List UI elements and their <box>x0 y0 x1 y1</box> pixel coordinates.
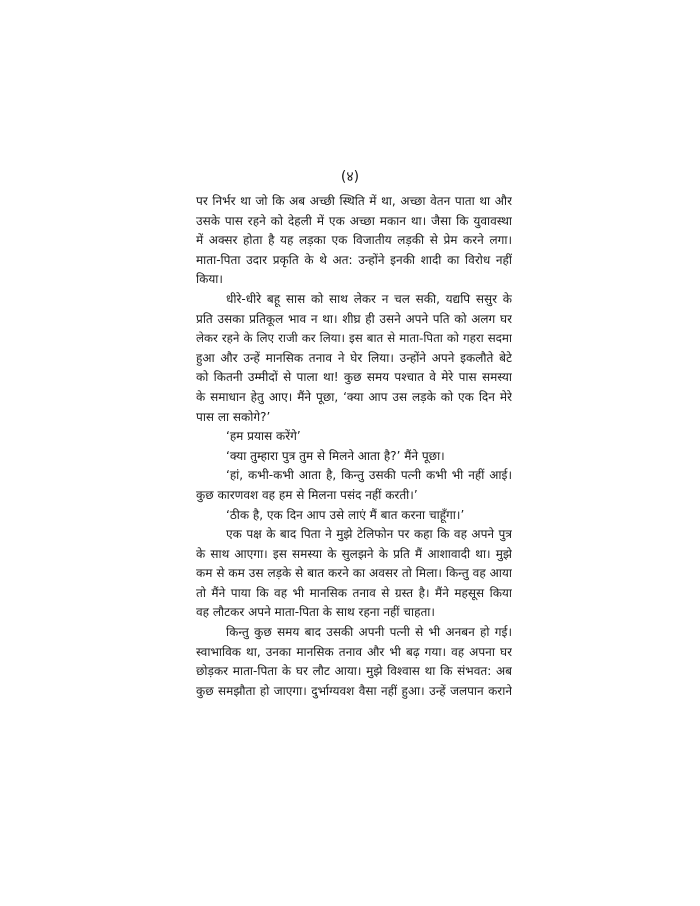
text-line: में अक्सर होता है यह लड़का एक विजातीय लड़की से प्रेम करने लगा। <box>196 233 512 248</box>
text-line: कुछ कारणवश वह हम से मिलना पसंद नहीं करती।’ <box>196 487 418 502</box>
body-text <box>196 192 512 701</box>
text-line: कम से कम उस लड़के से बात करने का अवसर तो मिला। किन्तु वह आया <box>196 566 512 581</box>
text-line: ‘ठीक है, एक दिन आप उसे लाएं मैं बात करना चाहूँगा।’ <box>226 507 465 522</box>
text-line: माता-पिता उदार प्रकृति के थे अत: उन्होंने इनकी शादी का विरोध नहीं <box>196 252 512 267</box>
text-line: कुछ समझौता हो जाएगा। दुर्भाग्यवश वैसा नहीं हुआ। उन्हें जलपान कराने <box>196 683 512 698</box>
text-line: ‘हां, कभी-कभी आता है, किन्तु उसकी पत्नी कभी भी नहीं आई। <box>226 468 512 483</box>
text-line: उसके पास रहने को देहली में एक अच्छा मकान था। जैसा कि युवावस्था <box>196 213 512 228</box>
page-number: (४) <box>340 169 360 185</box>
text-line: को कितनी उम्मीदों से पाला था! कुछ समय पश्चात वे मेरे पास समस्या <box>196 370 512 385</box>
text-line: के साथ आएगा। इस समस्या के सुलझने के प्रति मैं आशावादी था। मुझे <box>196 546 512 561</box>
text-line: ‘क्या तुम्हारा पुत्र तुम से मिलने आता है?’ मैंने पूछा। <box>226 448 445 463</box>
text-line: एक पक्ष के बाद पिता ने मुझे टेलिफोन पर कहा कि वह अपने पुत्र <box>226 527 512 542</box>
text-line: पास ला सकोगे?’ <box>196 409 271 424</box>
text-line: पर निर्भर था जो कि अब अच्छी स्थिति में था, अच्छा वेतन पाता था और <box>196 194 512 208</box>
text-line: हुआ और उन्हें मानसिक तनाव ने घेर लिया। उन्होंने अपने इकलौते बेटे <box>196 350 512 365</box>
text-line: लेकर रहने के लिए राजी कर लिया। इस बात से माता-पिता को गहरा सदमा <box>196 331 512 346</box>
text-line: प्रति उसका प्रतिकूल भाव न था। शीघ्र ही उसने अपने पति को अलग घर <box>196 311 512 326</box>
text-line: के समाधान हेतु आए। मैंने पूछा, ‘क्या आप उस लड़के को एक दिन मेरे <box>196 389 512 404</box>
text-line: वह लौटकर अपने माता-पिता के साथ रहना नहीं चाहता। <box>196 605 435 620</box>
text-line: किया। <box>196 272 223 287</box>
text-line: तो मैंने पाया कि वह भी मानसिक तनाव से ग्रस्त है। मैंने महसूस किया <box>196 585 512 600</box>
text-line: ‘हम प्रयास करेंगे’ <box>226 429 301 444</box>
text-line: छोड़कर माता-पिता के घर लौट आया। मुझे विश्वास था कि संभवत: अब <box>196 664 512 679</box>
text-line: स्वाभाविक था, उनका मानसिक तनाव और भी बढ़ गया। वह अपना घर <box>196 644 512 659</box>
text-line: धीरे-धीरे बहू सास को साथ लेकर न चल सकी, यद्यपि ससुर के <box>226 291 512 306</box>
text-line: किन्तु कुछ समय बाद उसकी अपनी पत्नी से भी अनबन हो गई। <box>226 625 512 640</box>
